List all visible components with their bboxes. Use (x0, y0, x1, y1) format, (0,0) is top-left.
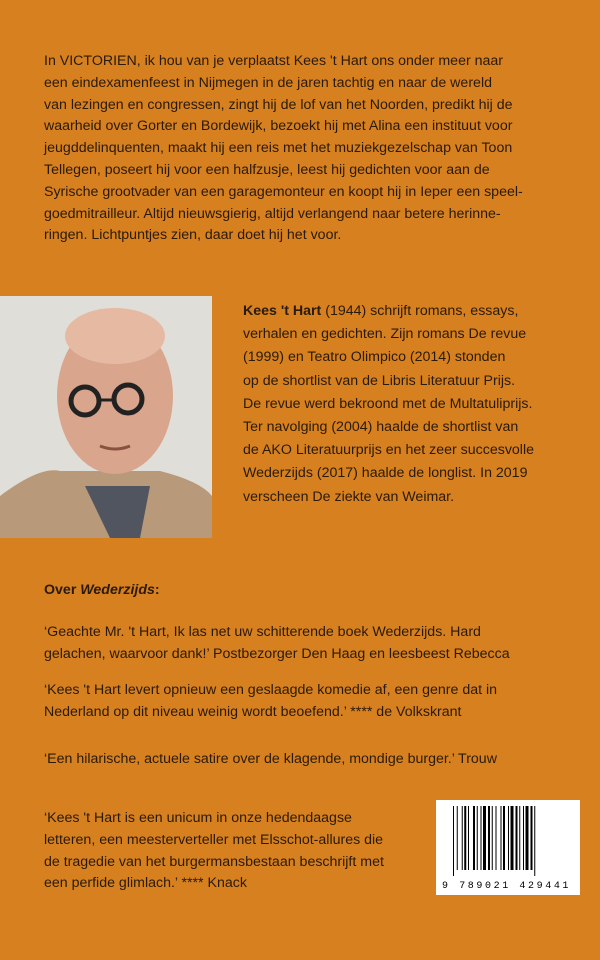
isbn-barcode (436, 800, 580, 895)
barcode-bar (462, 806, 463, 870)
text-line: ‘Kees 't Hart levert opnieuw een geslaagde komedie af, een genre dat in (44, 682, 498, 698)
text-line: gelachen, waarvoor dank!’ Postbezorger Den Haag en leesbeest Rebecca (44, 645, 510, 662)
review-quote (44, 808, 384, 895)
text-line: ‘Een hilarische, actuele satire over de klagende, mondige burger.’ Trouw (44, 751, 497, 767)
text-line: de AKO Literatuurprijs en het zeer succesvolle (243, 442, 534, 459)
text-line: van lezingen en congressen, zingt hij de lof van het Noorden, predikt hij de (44, 96, 513, 113)
text-line: ‘Geachte Mr. 't Hart, Ik las net uw schitterende boek Wederzijds. Hard (44, 624, 481, 640)
barcode-bar (477, 806, 478, 870)
barcode-bar (516, 806, 518, 870)
barcode-bar (503, 806, 505, 870)
text-line: op de shortlist van de Libris Literatuur Prijs. (243, 372, 516, 389)
text-line: Nederland op dit niveau weinig wordt beoefend.’ **** de Volkskrant (44, 703, 462, 720)
text-line: In VICTORIEN, ik hou van je verplaatst Kees 't Hart ons onder meer naar (44, 53, 504, 69)
text-line: waarheid over Gorter en Bordewijk, bezoekt hij met Alina een instituut voor (44, 118, 513, 135)
barcode-bar (496, 806, 497, 870)
barcode-bar (508, 806, 509, 870)
text-line: letteren, een meesterverteller met Elsschot-allures die (44, 831, 384, 848)
author-name: Kees 't Hart (243, 303, 322, 319)
review-quote (44, 749, 497, 771)
barcode-bar (457, 806, 458, 870)
text-line: een perfide glimlach.’ **** Knack (44, 875, 247, 892)
barcode-bar (492, 806, 493, 870)
text-line: Wederzijds (2017) haalde de longlist. In 2019 (243, 465, 528, 482)
author-photo (0, 296, 212, 538)
barcode-bar (526, 806, 529, 870)
text-line: jeugddelinquenten, maakt hij een reis met het muziekgezelschap van Toon (44, 140, 513, 157)
barcode-bar (473, 806, 475, 870)
barcode-bar (534, 806, 535, 876)
reviews-heading: Over Wederzijds: (44, 582, 160, 598)
review-quote (44, 680, 497, 724)
text-line: ringen. Lichtpuntjes zien, daar doet hij het voor. (44, 227, 342, 244)
text-line: ‘Kees 't Hart is een unicum in onze hedendaagse (44, 810, 352, 826)
barcode-bar (464, 806, 466, 870)
barcode-bar (501, 806, 502, 870)
text-line: Syrische grootvader van een garagemonteur en koopt hij in Ieper een speel- (44, 183, 523, 200)
text-line: verscheen De ziekte van Weimar. (243, 488, 455, 505)
text-line: verhalen en gedichten. Zijn romans De revue (243, 326, 527, 343)
barcode-bar (511, 806, 514, 870)
barcode-bar (453, 806, 454, 876)
text-line: een eindexamenfeest in Nijmegen in de jaren tachtig en naar de wereld (44, 74, 492, 91)
text-line: (1999) en Teatro Olimpico (2014) stonden (243, 349, 506, 366)
author-bio: Kees 't Hart (1944) schrijft romans, essays, verhalen en gedichten. Zijn romans De revue (1999) en Teatro Olimpico (2014) stonden op de shortlist van de Libris Literatuur Prijs. De revue werd bekroond met de Multatuliprijs. Ter navolging (2004) haalde de shortlist van de AKO Literatuurprijs en het zeer succesvolle Wederzijds (2017) haalde de longlist. In 2019 verscheen De ziekte van Weimar. (243, 300, 534, 509)
review-quote (44, 622, 510, 666)
blurb (44, 51, 523, 247)
text-line: De revue werd bekroond met de Multatuliprijs. (243, 395, 533, 412)
barcode-bars (453, 806, 563, 876)
text-line: goedmitrailleur. Altijd nieuwsgierig, altijd verlangend naar betere herinne- (44, 205, 501, 222)
barcode-bar (468, 806, 469, 870)
barcode-bar (531, 806, 533, 870)
barcode-bar (481, 806, 482, 870)
isbn-number: 9 789021 429441 (442, 881, 572, 892)
barcode-bar (523, 806, 524, 870)
barcode-bar (488, 806, 490, 870)
barcode-bar (483, 806, 486, 870)
text-line: Ter navolging (2004) haalde de shortlist van (243, 419, 519, 436)
barcode-bar (519, 806, 520, 870)
text-line: Tellegen, poseert hij voor een halfzusje, leest hij gedichten voor aan de (44, 161, 490, 178)
text-line: de tragedie van het burgermansbestaan beschrijft met (44, 853, 384, 870)
